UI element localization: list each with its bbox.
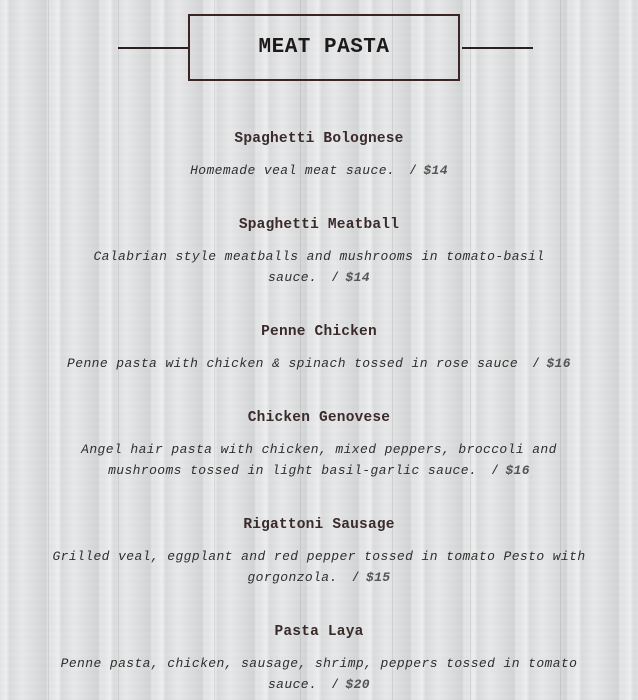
menu-item-price: $20 xyxy=(345,677,371,692)
menu-item-description xyxy=(40,246,598,288)
menu-item-description xyxy=(40,353,598,374)
price-separator: / xyxy=(409,163,418,178)
menu-item-description xyxy=(40,439,598,481)
price-separator: / xyxy=(491,463,500,478)
menu-item-price: $16 xyxy=(505,463,530,478)
section-header xyxy=(0,14,638,84)
price-separator: / xyxy=(351,570,360,585)
menu-item-price: $14 xyxy=(423,163,448,178)
price-separator: / xyxy=(331,270,340,285)
menu-item-description-text: Homemade veal meat sauce. xyxy=(190,163,396,178)
menu-item-description-text: Calabrian style meatballs and mushrooms in tomato-basil sauce. xyxy=(93,249,545,285)
menu-item xyxy=(40,623,598,695)
menu-item-name: Pasta Laya xyxy=(274,624,364,640)
menu-item-name: Chicken Genovese xyxy=(247,410,391,426)
menu-item xyxy=(40,130,598,181)
header-rule-right xyxy=(462,47,533,49)
menu-item-price: $14 xyxy=(345,270,371,285)
menu-item-description xyxy=(40,160,598,181)
header-rule-left xyxy=(118,47,189,49)
menu-item-description-text: Grilled veal, eggplant and red pepper tossed in tomato Pesto with gorgonzola. xyxy=(52,549,586,585)
menu-item-price: $15 xyxy=(365,570,391,585)
menu-item-description-text: Angel hair pasta with chicken, mixed peppers, broccoli and mushrooms tossed in light basil-garlic sauce. xyxy=(81,442,557,478)
menu-item-price: $16 xyxy=(546,356,571,371)
section-title-box xyxy=(188,14,460,81)
menu-item-description xyxy=(40,546,598,588)
menu-item xyxy=(40,409,598,481)
menu-item-description xyxy=(40,653,598,695)
menu-item-description-text: Penne pasta, chicken, sausage, shrimp, peppers tossed in tomato sauce. xyxy=(60,656,578,692)
menu-item-name: Penne Chicken xyxy=(261,324,377,340)
menu-item-name: Rigattoni Sausage xyxy=(243,517,395,533)
menu-item xyxy=(40,216,598,288)
menu-item-name: Spaghetti Bolognese xyxy=(234,131,404,147)
price-separator: / xyxy=(532,356,541,371)
menu-item xyxy=(40,323,598,374)
price-separator: / xyxy=(331,677,340,692)
menu-item-name: Spaghetti Meatball xyxy=(238,217,400,233)
menu-item xyxy=(40,516,598,588)
menu-item-description-text: Penne pasta with chicken & spinach tossed in rose sauce xyxy=(67,356,519,371)
section-title: MEAT PASTA xyxy=(258,36,390,59)
